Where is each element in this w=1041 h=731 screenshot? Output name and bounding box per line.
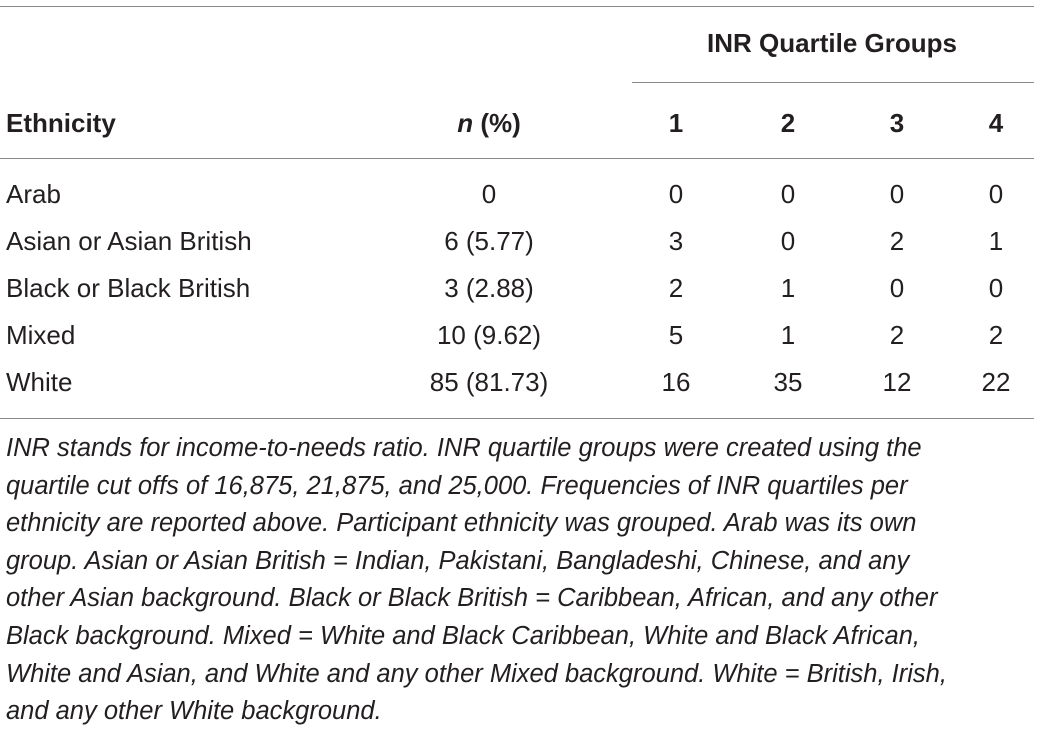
row-mixed-q4: 2 bbox=[988, 320, 1004, 350]
column-header-quartile-2: 2 bbox=[780, 108, 796, 138]
row-white-q1: 16 bbox=[661, 367, 691, 397]
row-black-ethnicity: Black or Black British bbox=[6, 273, 251, 303]
row-asian-q2: 0 bbox=[780, 226, 796, 256]
table-bottom-rule bbox=[0, 418, 1034, 419]
column-header-quartile-3: 3 bbox=[889, 108, 905, 138]
row-asian-n: 6 (5.77) bbox=[444, 226, 534, 256]
row-asian-q4: 1 bbox=[988, 226, 1004, 256]
row-mixed-n: 10 (9.62) bbox=[436, 320, 542, 350]
row-mixed-ethnicity: Mixed bbox=[6, 320, 76, 350]
footnote-line: ethnicity are reported above. Participant ethnicity was grouped. Arab was its own bbox=[6, 509, 917, 538]
column-header-ethnicity: Ethnicity bbox=[6, 108, 116, 138]
column-header-quartile-1: 1 bbox=[668, 108, 684, 138]
percent-label: (%) bbox=[473, 108, 521, 138]
footnote-line: other Asian background. Black or Black British = Caribbean, African, and any other bbox=[6, 584, 938, 613]
footnote-line: and any other White background. bbox=[6, 697, 382, 726]
row-arab-q4: 0 bbox=[988, 179, 1004, 209]
row-arab-ethnicity: Arab bbox=[6, 179, 61, 209]
row-arab-q2: 0 bbox=[780, 179, 796, 209]
group-header-inr-quartile: INR Quartile Groups bbox=[707, 28, 957, 58]
row-black-q2: 1 bbox=[780, 273, 796, 303]
column-header-n-percent bbox=[457, 108, 521, 138]
row-arab-q3: 0 bbox=[889, 179, 905, 209]
row-arab-n: 0 bbox=[481, 179, 497, 209]
row-black-q3: 0 bbox=[889, 273, 905, 303]
row-white-q4: 22 bbox=[981, 367, 1011, 397]
n-symbol: n bbox=[457, 108, 474, 138]
row-white-n: 85 (81.73) bbox=[429, 367, 549, 397]
group-header-rule bbox=[632, 82, 1034, 83]
row-white-ethnicity: White bbox=[6, 367, 73, 397]
header-bottom-rule bbox=[0, 158, 1034, 159]
column-header-quartile-4: 4 bbox=[988, 108, 1004, 138]
row-asian-q3: 2 bbox=[889, 226, 905, 256]
footnote-line: White and Asian, and White and any other Mixed background. White = British, Irish, bbox=[6, 659, 947, 688]
row-mixed-q2: 1 bbox=[780, 320, 796, 350]
row-black-q1: 2 bbox=[668, 273, 684, 303]
table-footnote bbox=[6, 430, 1036, 731]
row-mixed-q1: 5 bbox=[668, 320, 684, 350]
footnote-line: group. Asian or Asian British = Indian, Pakistani, Bangladeshi, Chinese, and any bbox=[6, 546, 910, 575]
row-black-q4: 0 bbox=[988, 273, 1004, 303]
footnote-line: quartile cut offs of 16,875, 21,875, and 25,000. Frequencies of INR quartiles per bbox=[6, 471, 908, 500]
row-asian-ethnicity: Asian or Asian British bbox=[6, 226, 252, 256]
row-arab-q1: 0 bbox=[668, 179, 684, 209]
footnote-line: Black background. Mixed = White and Black Caribbean, White and Black African, bbox=[6, 621, 920, 650]
footnote-line: INR stands for income-to-needs ratio. INR quartile groups were created using the bbox=[6, 434, 922, 462]
row-black-n: 3 (2.88) bbox=[444, 273, 534, 303]
row-white-q2: 35 bbox=[773, 367, 803, 397]
row-asian-q1: 3 bbox=[668, 226, 684, 256]
row-white-q3: 12 bbox=[882, 367, 912, 397]
row-mixed-q3: 2 bbox=[889, 320, 905, 350]
table-top-rule bbox=[0, 6, 1034, 7]
